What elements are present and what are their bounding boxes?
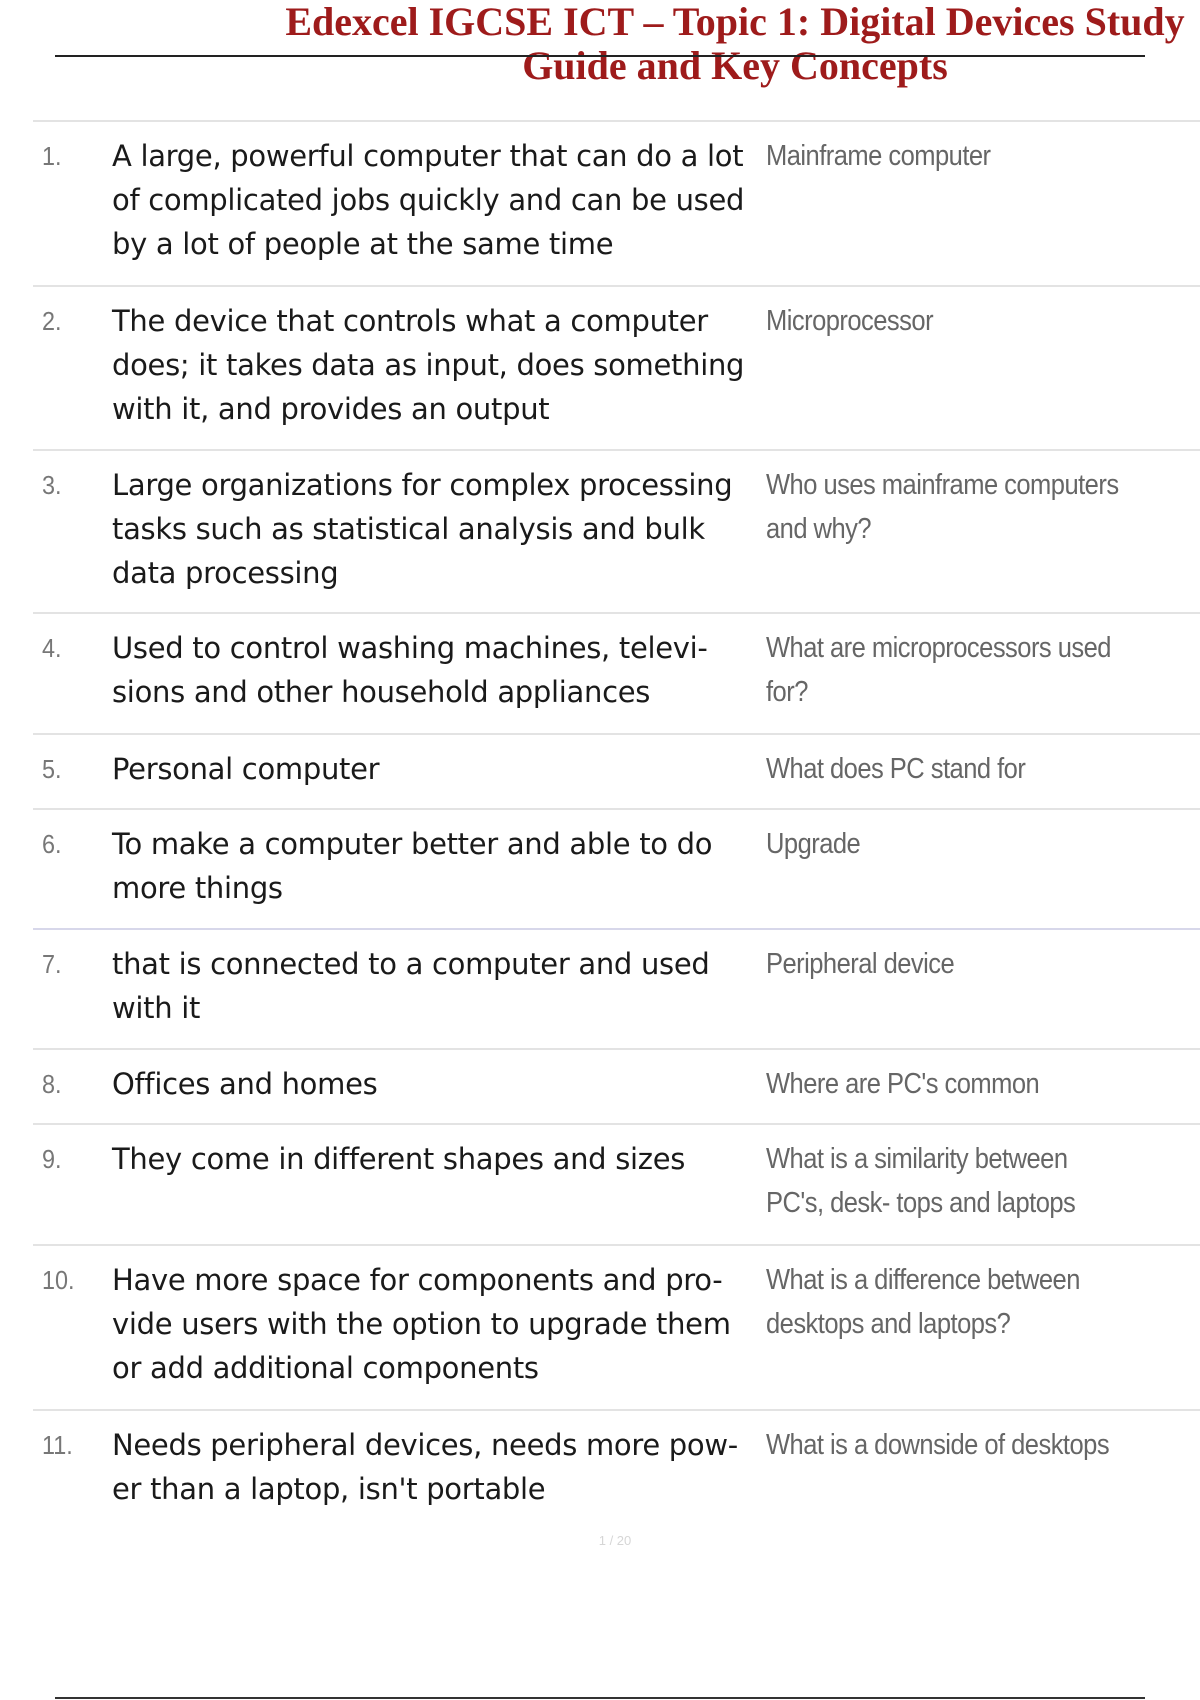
card-term: Large organizations for complex processing tasks such as statistical analysis and bulk data processing xyxy=(112,468,733,590)
card-definition: Upgrade xyxy=(766,828,861,860)
card-definition: Who uses mainframe computers and why? xyxy=(766,469,1119,545)
document-title: Edexcel IGCSE ICT – Topic 1: Digital Devices Study Guide and Key Concepts xyxy=(285,0,1185,88)
card-number: 1. xyxy=(42,141,62,171)
flashcard-list xyxy=(33,120,1200,1531)
card-number: 8. xyxy=(42,1069,62,1099)
card-number: 3. xyxy=(42,470,62,500)
flashcard-row xyxy=(33,1050,1200,1125)
card-number: 9. xyxy=(42,1144,62,1174)
card-definition: Mainframe computer xyxy=(766,140,991,172)
card-term: Used to control washing machines, televi- sions and other household appliances xyxy=(112,631,708,709)
flashcard-row xyxy=(33,930,1200,1050)
card-definition: Where are PC's common xyxy=(766,1068,1040,1100)
flashcard-row xyxy=(33,1125,1200,1246)
card-definition: Peripheral device xyxy=(766,948,955,980)
card-term: They come in different shapes and sizes xyxy=(112,1142,686,1176)
flashcard-row xyxy=(33,287,1200,451)
card-term: Personal computer xyxy=(112,752,380,786)
card-number: 6. xyxy=(42,829,62,859)
card-definition: What is a similarity between PC's, desk- tops and laptops xyxy=(766,1143,1076,1219)
card-number: 4. xyxy=(42,633,62,663)
card-term: that is connected to a computer and used with it xyxy=(112,947,710,1025)
card-definition: What is a difference between desktops and laptops? xyxy=(766,1264,1080,1340)
title-divider xyxy=(55,55,1145,57)
card-definition: Microprocessor xyxy=(766,305,934,337)
card-number: 10. xyxy=(42,1265,75,1295)
flashcard-row xyxy=(33,451,1200,614)
card-term: Offices and homes xyxy=(112,1067,378,1101)
flashcard-row xyxy=(33,122,1200,287)
flashcard-row xyxy=(33,1246,1200,1411)
footer-divider xyxy=(55,1697,1145,1699)
flashcard-row xyxy=(33,614,1200,735)
page-indicator: 1 / 20 xyxy=(598,1533,632,1548)
card-number: 7. xyxy=(42,949,62,979)
card-term: Have more space for components and pro- vide users with the option to upgrade them or add additional components xyxy=(112,1263,731,1385)
card-number: 5. xyxy=(42,754,62,784)
card-term: To make a computer better and able to do more things xyxy=(112,827,713,905)
card-definition: What are microprocessors used for? xyxy=(766,632,1111,708)
card-definition: What does PC stand for xyxy=(766,753,1026,785)
flashcard-row xyxy=(33,735,1200,810)
flashcard-row xyxy=(33,1411,1200,1531)
card-definition: What is a downside of desktops xyxy=(766,1429,1110,1461)
card-number: 11. xyxy=(42,1430,73,1460)
flashcard-row xyxy=(33,810,1200,930)
card-term: The device that controls what a computer does; it takes data as input, does something with it, and provides an output xyxy=(112,304,745,426)
card-number: 2. xyxy=(42,306,62,336)
card-term: A large, powerful computer that can do a lot of complicated jobs quickly and can be used by a lot of people at the same time xyxy=(112,139,745,261)
card-term: Needs peripheral devices, needs more pow- er than a laptop, isn't portable xyxy=(112,1428,738,1506)
